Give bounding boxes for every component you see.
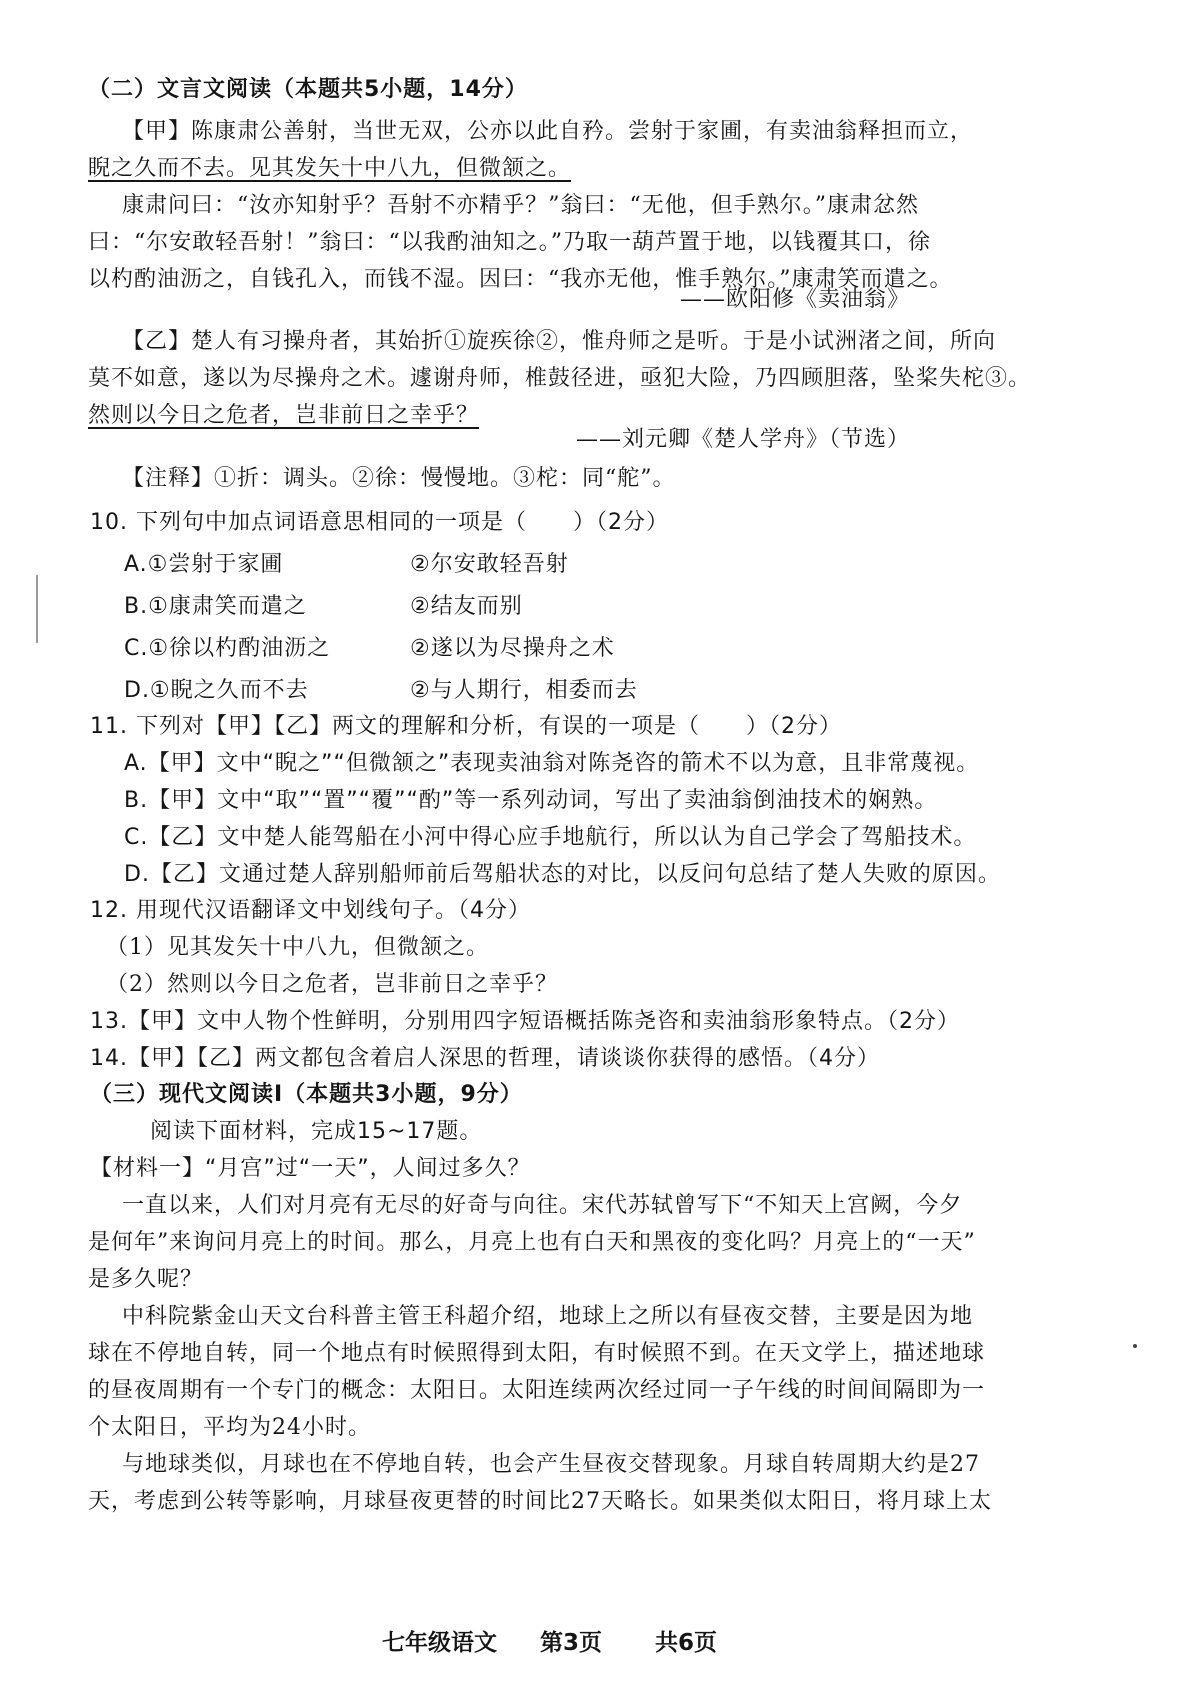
q12-item-2: （2）然则以今日之危者，岂非前日之幸乎？ <box>106 972 558 997</box>
q10-option-b-left: B.①康肃笑而遣之 <box>124 594 307 619</box>
scan-speck <box>1133 1344 1137 1348</box>
underlined-sentence: 睨之久而不去。见其发矢十中八九，但微颔之。 <box>88 156 572 181</box>
passage-jia-line: 康肃问曰：“汝亦知射乎？吾射不亦精乎？”翁曰：“无他，但手熟尔。”康肃忿然 <box>122 193 919 218</box>
question-11-stem: 11. 下列对【甲】【乙】两文的理解和分析，有误的一项是（ ）（2分） <box>90 714 842 739</box>
material-paragraph-line: 中科院紫金山天文台科普主管王科超介绍，地球上之所以有昼夜交替，主要是因为地 <box>122 1304 974 1329</box>
annotation-notes: 【注释】①折：调头。②徐：慢慢地。③柁：同“舵”。 <box>122 466 676 491</box>
question-14: 14.【甲】【乙】两文都包含着启人深思的哲理，请谈谈你获得的感悟。（4分） <box>90 1046 880 1071</box>
q10-option-a-left: A.①尝射于家圃 <box>124 552 284 577</box>
scan-mark <box>36 575 38 643</box>
q11-option-c: C.【乙】文中楚人能驾船在小河中得心应手地航行，所以认为自己学会了驾船技术。 <box>124 825 977 850</box>
material-paragraph-line: 一直以来，人们对月亮有无尽的好奇与向往。宋代苏轼曾写下“不知天上宫阙，今夕 <box>122 1193 963 1218</box>
q10-option-c-right: ②遂以为尽操舟之术 <box>410 636 615 661</box>
passage-yi-line <box>88 400 479 432</box>
q10-option-d-left: D.①睨之久而不去 <box>124 678 309 703</box>
q11-option-a: A.【甲】文中“睨之”“但微颔之”表现卖油翁对陈尧咨的箭术不以为意，且非常蔑视。 <box>124 751 980 776</box>
passage-jia-line <box>88 153 571 185</box>
passage-yi-line: 【乙】楚人有习操舟者，其始折①旋疾徐②，惟舟师之是听。于是小试洲渚之间，所向 <box>122 329 997 354</box>
reading-instruction: 阅读下面材料，完成15~17题。 <box>150 1119 483 1144</box>
material-paragraph-line: 的昼夜周期有一个专门的概念：太阳日。太阳连续两次经过同一子午线的时间间隔即为一 <box>88 1378 986 1403</box>
passage-jia-line: 【甲】陈康肃公善射，当世无双，公亦以此自矜。尝射于家圃，有卖油翁释担而立， <box>122 119 974 144</box>
passage-yi-line: 莫不如意，遂以为尽操舟之术。遽谢舟师，椎鼓径进，亟犯大险，乃四顾胆落，坠桨失柁③。 <box>88 366 1032 391</box>
passage-yi-source: ——刘元卿《楚人学舟》（节选） <box>575 427 910 452</box>
material-title: 【材料一】“月宫”过“一天”，人间过多久？ <box>90 1156 531 1181</box>
material-paragraph-line: 个太阳日，平均为24小时。 <box>88 1415 371 1440</box>
underlined-sentence: 然则以今日之危者，岂非前日之幸乎？ <box>88 403 480 428</box>
question-13: 13.【甲】文中人物个性鲜明，分别用四字短语概括陈尧咨和卖油翁形象特点。（2分） <box>90 1009 960 1034</box>
q10-option-c-left: C.①徐以杓酌油沥之 <box>124 636 331 661</box>
footer-total-pages: 共6页 <box>655 1630 718 1656</box>
material-paragraph-line: 球在不停地自转，同一个地点有时候照得到太阳，有时候照不到。在天文学上，描述地球 <box>88 1341 986 1366</box>
material-paragraph-line: 与地球类似，月球也在不停地自转，也会产生昼夜交替现象。月球自转周期大约是27 <box>122 1452 980 1477</box>
q10-option-b-right: ②结友而别 <box>410 594 523 619</box>
q12-item-1: （1）见其发矢十中八九，但微颔之。 <box>106 935 489 960</box>
q11-option-b: B.【甲】文中“取”“置”“覆”“酌”等一系列动词，写出了卖油翁倒油技术的娴熟。 <box>124 788 938 813</box>
q10-option-a-right: ②尔安敢轻吾射 <box>410 552 569 577</box>
material-paragraph-line: 是多久呢？ <box>88 1267 204 1292</box>
question-10-stem: 10. 下列句中加点词语意思相同的一项是（ ）（2分） <box>90 510 669 535</box>
question-12-stem: 12. 用现代汉语翻译文中划线句子。（4分） <box>90 898 531 923</box>
q10-option-d-right: ②与人期行，相委而去 <box>410 678 638 703</box>
passage-jia-source: ——欧阳修《卖油翁》 <box>679 287 910 312</box>
passage-jia-line: 曰：“尔安敢轻吾射！”翁曰：“以我酌油知之。”乃取一葫芦置于地，以钱覆其口，徐 <box>88 230 931 255</box>
section-heading: （三）现代文阅读Ⅰ（本题共3小题，9分） <box>90 1082 523 1107</box>
footer-subject: 七年级语文 <box>382 1630 497 1656</box>
passage-jia-line: 以杓酌油沥之，自钱孔入，而钱不湿。因曰：“我亦无他，惟手熟尔。”康肃笑而遣之。 <box>88 267 953 292</box>
section-heading: （二）文言文阅读（本题共5小题，14分） <box>88 77 528 102</box>
material-paragraph-line: 是何年”来询问月亮上的时间。那么，月亮上也有白天和黑夜的变化吗？月亮上的“一天” <box>88 1230 976 1255</box>
footer-page-number: 第3页 <box>540 1630 603 1656</box>
material-paragraph-line: 天，考虑到公转等影响，月球昼夜更替的时间比27天略长。如果类似太阳日，将月球上太 <box>88 1489 992 1514</box>
q11-option-d: D.【乙】文通过楚人辞别船师前后驾船状态的对比，以反问句总结了楚人失败的原因。 <box>124 862 1001 887</box>
